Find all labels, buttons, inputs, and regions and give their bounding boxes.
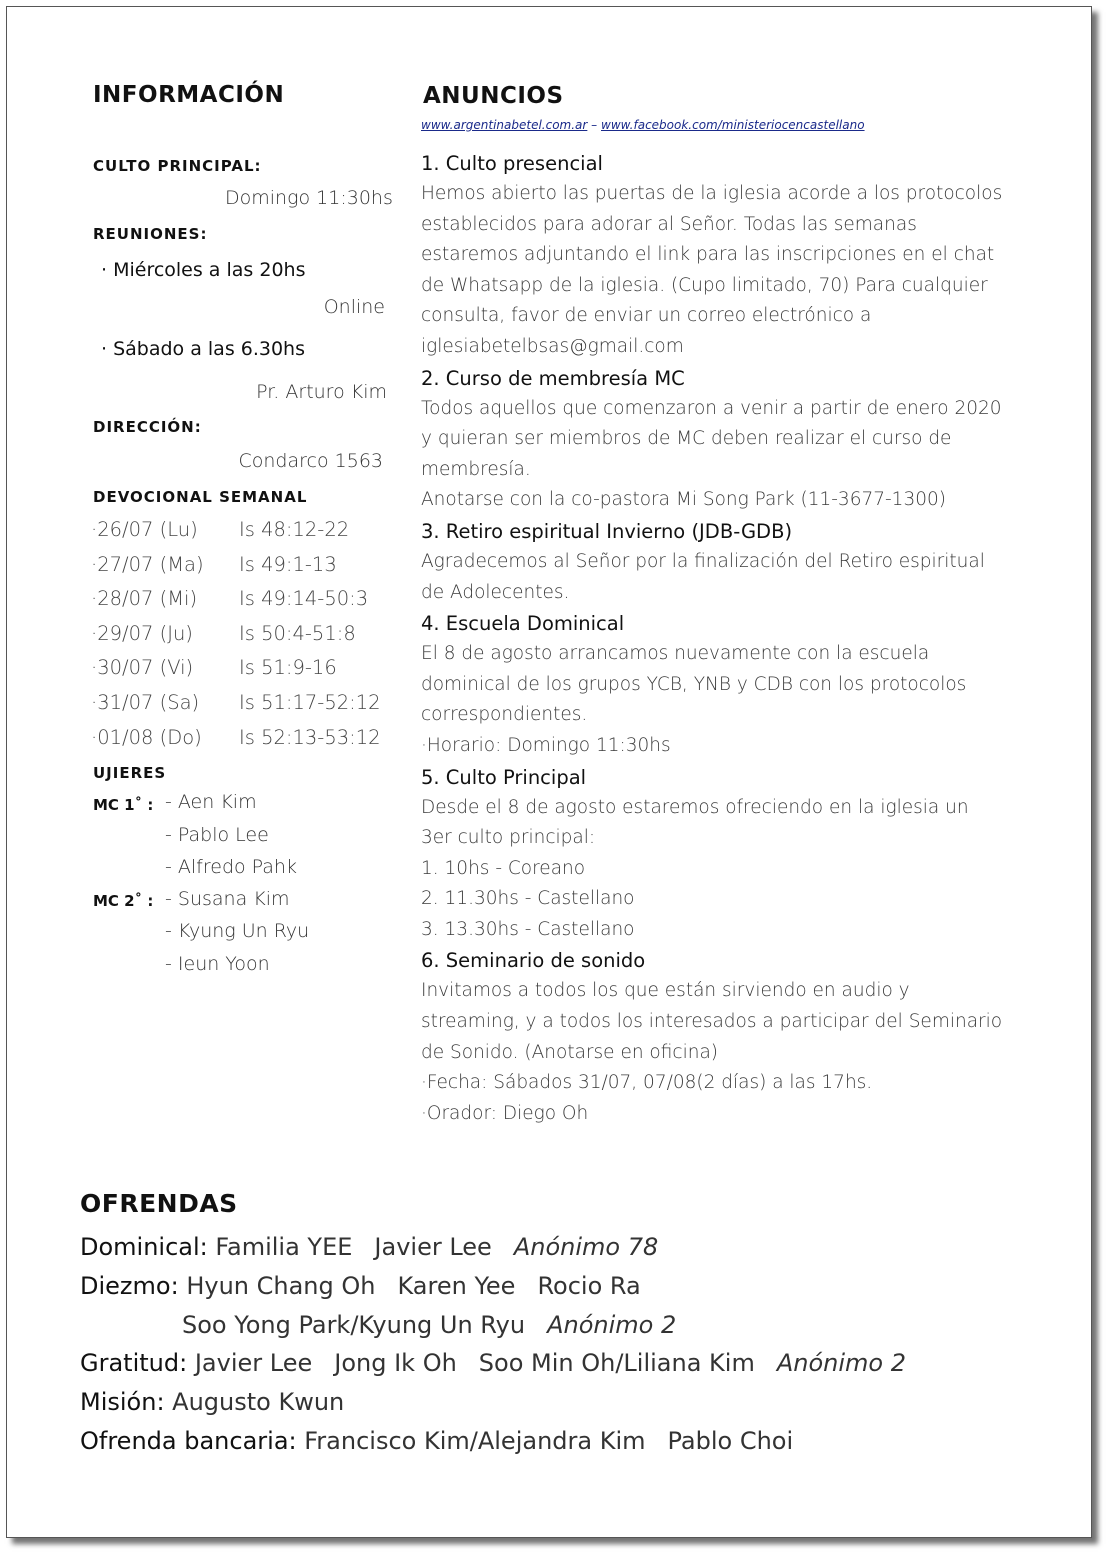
usher-item: - Kyung Un Ryu [165,920,310,942]
reunion-wed: · Miércoles a las 20hs [101,259,306,281]
ofrendas-title: OFRENDAS [80,1189,238,1218]
ofrenda-mision: Misión: Augusto Kwun [80,1388,345,1416]
reunion-sat: · Sábado a las 6.30hs [101,338,305,360]
usher-item: - Pablo Lee [165,824,269,846]
announcement-title: 3. Retiro espiritual Invierno (JDB-GDB) [421,519,793,543]
devocional-row: ·29/07 (Ju) Is 50:4-51:8 [91,621,356,645]
bulletin-page [6,6,1092,1538]
announcement-item: 4. Escuela Dominical El 8 de agosto arrancamos nuevamente con la escuela dominical de los grupos YCB, YNB y CDB con los protocolos correspondientes. ·Horario: Domingo 11:30hs [421,608,1002,761]
mc2-label: MC 2˚ : [93,892,154,910]
announcement-title: 5. Culto Principal [421,765,587,789]
announcement-item: 2. Curso de membresía MC Todos aquellos que comenzaron a venir a partir de enero 2020 y quieran ser miembros de MC deben realizar el curso de membresía. Anotarse con la co-pastora Mi Song Park (11-3677-1300) [421,363,1002,516]
ofrenda-dominical: Dominical: Familia YEE Javier Lee Anónimo 78 [80,1233,659,1261]
direccion-label: DIRECCIÓN: [93,418,202,436]
announcement-title: 6. Seminario de sonido [421,949,646,973]
links-row: www.argentinabetel.com.ar – www.facebook.com/ministeriocencastellano [421,118,865,132]
facebook-link[interactable]: www.facebook.com/ministeriocencastellano [601,118,865,132]
announcement-item: 1. Culto presencial Hemos abierto las puertas de la iglesia acorde a los protocolos establecidos para adorar al Señor. Todas las semanas estaremos adjuntando el link para las inscripciones en el chat de Whatsapp de la iglesia. (Cupo limitado, 70) Para cualquier consulta, favor de enviar un correo electrónico a iglesiabetelbsas@gmail.com [421,148,1002,363]
usher-item: - Alfredo Pahk [165,856,297,878]
ujieres-label: UJIERES [93,764,167,782]
usher-item: - Susana Kim [165,888,290,910]
direccion-value: Condarco 1563 [238,450,383,472]
announcement-title: 1. Culto presencial [421,152,603,175]
devocional-row: ·31/07 (Sa) Is 51:17-52:12 [91,690,381,714]
culto-label: CULTO PRINCIPAL: [93,157,262,175]
ofrenda-gratitud: Gratitud: Javier Lee Jong Ik Oh Soo Min Oh/Liliana Kim Anónimo 2 [80,1349,906,1377]
reuniones-label: REUNIONES: [93,225,208,243]
anuncios-title: ANUNCIOS [423,83,564,109]
devocional-row: ·28/07 (Mi) Is 49:14-50:3 [91,587,369,611]
usher-item: - Ieun Yoon [165,953,270,975]
ofrenda-diezmo-cont: Soo Yong Park/Kyung Un Ryu Anónimo 2 [182,1311,677,1339]
announcement-item: 3. Retiro espiritual Invierno (JDB-GDB) Agradecemos al Señor por la finalización del Retiro espiritual de Adolecentes. [421,516,1002,608]
ofrenda-bancaria: Ofrenda bancaria: Francisco Kim/Alejandra Kim Pablo Choi [80,1427,794,1455]
anuncios-list [421,148,1002,1129]
email-link[interactable]: iglesiabetelbsas@gmail.com [421,335,684,357]
mc1-label: MC 1˚ : [93,796,154,814]
announcement-title: 4. Escuela Dominical [421,612,625,636]
usher-item: - Aen Kim [165,791,257,813]
announcement-title: 2. Curso de membresía MC [421,366,685,390]
devocional-label: DEVOCIONAL SEMANAL [93,488,308,506]
devocional-row: ·01/08 (Do) Is 52:13-53:12 [91,725,381,749]
reunion-sat-sub: Pr. Arturo Kim [256,381,387,403]
website-link[interactable]: www.argentinabetel.com.ar [421,118,588,132]
announcement-item: 6. Seminario de sonido Invitamos a todos los que están sirviendo en audio y streaming, y a todos los interesados a participar del Seminario de Sonido. (Anotarse en oficina) ·Fecha: Sábados 31/07, 07/08(2 días) a las 17hs. ·Orador: Diego Oh [421,945,1002,1129]
devocional-row: ·26/07 (Lu) Is 48:12-22 [91,518,350,541]
culto-value: Domingo 11:30hs [225,187,393,209]
devocional-list [91,513,381,755]
ofrenda-diezmo: Diezmo: Hyun Chang Oh Karen Yee Rocio Ra [80,1272,641,1300]
reunion-wed-sub: Online [323,296,385,318]
devocional-row: ·30/07 (Vi) Is 51:9-16 [91,656,337,680]
announcement-item: 5. Culto Principal Desde el 8 de agosto estaremos ofreciendo en la iglesia un 3er culto principal: 1. 10hs - Coreano 2. 11.30hs - Castellano 3. 13.30hs - Castellano [421,762,1002,946]
devocional-row: ·27/07 (Ma) Is 49:1-13 [91,552,337,576]
info-title: INFORMACIÓN [93,82,285,108]
